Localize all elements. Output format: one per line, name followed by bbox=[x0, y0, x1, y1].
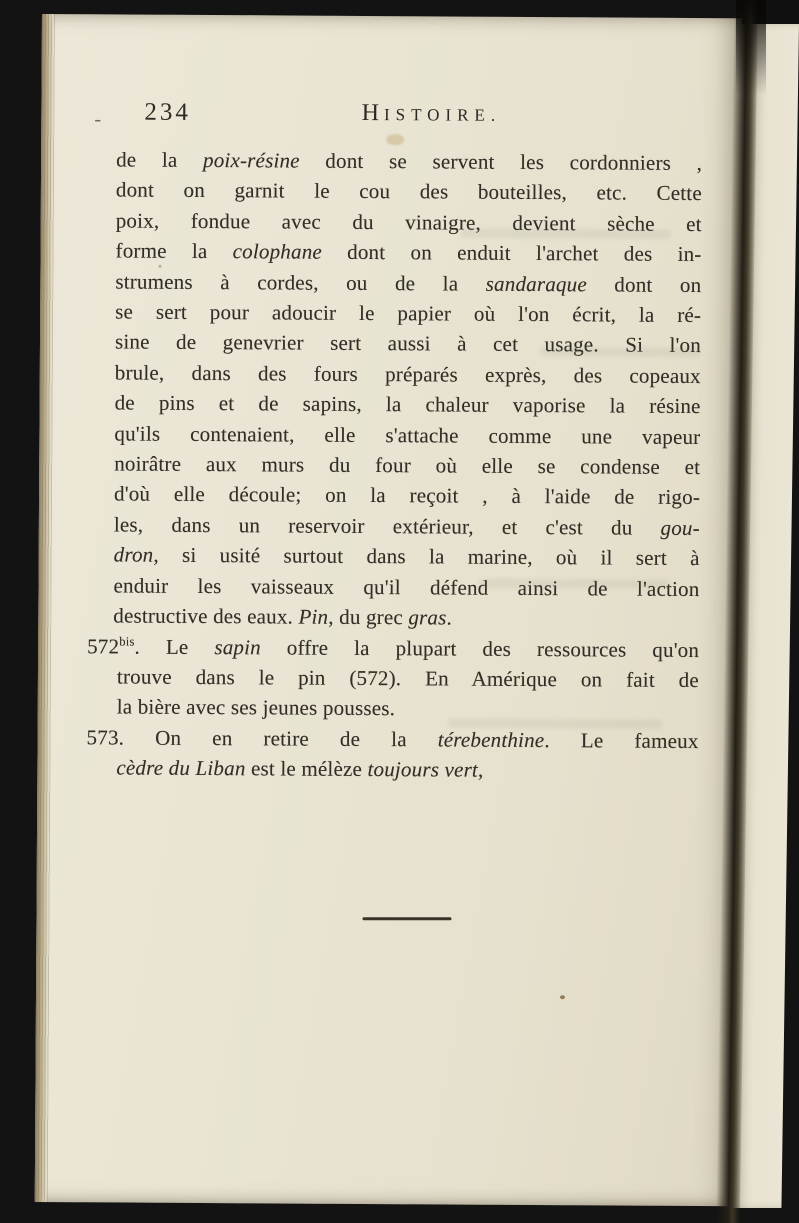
text-segment: poix, fondue avec du vinaigre, devient sèche et bbox=[115, 208, 702, 236]
text-segment: de la bbox=[116, 147, 204, 172]
verso-bleed-through bbox=[479, 579, 669, 589]
text-segment: , du grec bbox=[328, 604, 409, 630]
text-segment: 572 bbox=[87, 633, 120, 658]
ink-speck bbox=[158, 265, 161, 268]
text-segment: les, dans un reservoir extérieur, et c'est du bbox=[113, 512, 661, 540]
italic-term: gou- bbox=[660, 515, 700, 540]
text-segment: dont on bbox=[586, 271, 702, 297]
text-segment: se sert pour adoucir le papier où l'on écrit, la ré- bbox=[115, 299, 702, 328]
text-line bbox=[114, 449, 700, 483]
text-line bbox=[87, 631, 699, 665]
text-segment: offre la plupart des ressources qu'on bbox=[260, 634, 700, 662]
italic-term: gras bbox=[408, 605, 447, 630]
left-page bbox=[35, 14, 748, 1206]
verso-bleed-through bbox=[448, 718, 663, 728]
text-line bbox=[114, 479, 700, 513]
text-segment: . bbox=[446, 605, 453, 630]
paper-stain bbox=[386, 134, 404, 145]
page-number: 234 bbox=[144, 98, 191, 126]
text-segment: , bbox=[477, 757, 484, 782]
verso-bleed-through bbox=[461, 229, 671, 239]
text-segment: de pins et de sapins, la chaleur vaporise la résine bbox=[114, 390, 701, 419]
italic-term: colophane bbox=[232, 239, 323, 264]
text-line bbox=[116, 144, 702, 178]
text-line bbox=[115, 388, 701, 422]
text-line bbox=[114, 540, 700, 574]
italic-term: toujours vert bbox=[367, 757, 479, 782]
text-line bbox=[115, 357, 701, 391]
text-segment: noirâtre aux murs du four où elle se condense et bbox=[114, 451, 701, 480]
text-line bbox=[115, 236, 701, 270]
text-segment: trouve dans le pin (572). En Amérique on fait de bbox=[116, 664, 700, 692]
section-divider-rule bbox=[362, 917, 451, 920]
book-gutter-shadow-top bbox=[736, 0, 766, 95]
text-segment: brule, dans des fours préparés exprès, des copeaux bbox=[114, 360, 701, 388]
italic-term: dron, bbox=[113, 542, 159, 568]
running-title-initial: H bbox=[361, 99, 385, 127]
italic-term: sapin bbox=[214, 634, 261, 659]
text-line bbox=[115, 266, 701, 300]
text-line bbox=[116, 175, 702, 209]
text-segment: enduir les vaisseaux qu'il défend ainsi de l'action bbox=[113, 573, 700, 601]
running-title-rest: ISTOIRE. bbox=[383, 105, 502, 125]
italic-term: térebenthine bbox=[437, 727, 545, 752]
text-segment: sine de genevrier sert aussi à cet usage. Si l'on bbox=[114, 329, 702, 358]
text-line bbox=[114, 418, 700, 452]
text-segment: est le mélèze bbox=[245, 756, 368, 782]
text-line bbox=[116, 753, 698, 787]
running-title bbox=[331, 100, 531, 128]
text-segment: strumens à cordes, ou de la bbox=[115, 269, 486, 296]
text-segment: dont on garnit le cou des bouteilles, etc. Cette bbox=[115, 177, 702, 206]
italic-term: cèdre du Liban bbox=[116, 755, 246, 781]
text-segment: si usité surtout dans la marine, où il sert à bbox=[158, 543, 700, 571]
text-segment: la bière avec ses jeunes pousses. bbox=[116, 694, 396, 721]
text-segment: bis bbox=[119, 633, 135, 649]
text-segment: . Le fameux bbox=[544, 727, 699, 753]
italic-term: poix-résine bbox=[203, 147, 300, 173]
text-segment: forme la bbox=[115, 238, 233, 264]
ink-speck bbox=[560, 995, 565, 999]
verso-bleed-through bbox=[540, 347, 700, 357]
text-segment: destructive des eaux. bbox=[113, 603, 299, 629]
text-line bbox=[114, 509, 700, 543]
italic-term: Pin bbox=[298, 604, 329, 629]
text-segment: qu'ils contenaient, elle s'attache comme une vapeur bbox=[114, 421, 701, 449]
text-segment: 573. On en retire de la bbox=[86, 725, 438, 752]
marginal-pencil-mark: - bbox=[94, 108, 102, 131]
text-segment: . Le bbox=[134, 634, 215, 659]
page-content bbox=[35, 14, 748, 1206]
text-line bbox=[113, 601, 699, 635]
text-segment: d'où elle découle; on la reçoit , à l'aide de rigo- bbox=[113, 481, 701, 510]
italic-term: sandaraque bbox=[485, 271, 587, 296]
body-text bbox=[86, 144, 702, 786]
text-segment: dont se servent les cordonniers , bbox=[299, 148, 703, 176]
text-segment: dont on enduit l'archet des in- bbox=[321, 239, 702, 267]
text-line bbox=[117, 661, 699, 695]
text-line bbox=[115, 296, 701, 330]
